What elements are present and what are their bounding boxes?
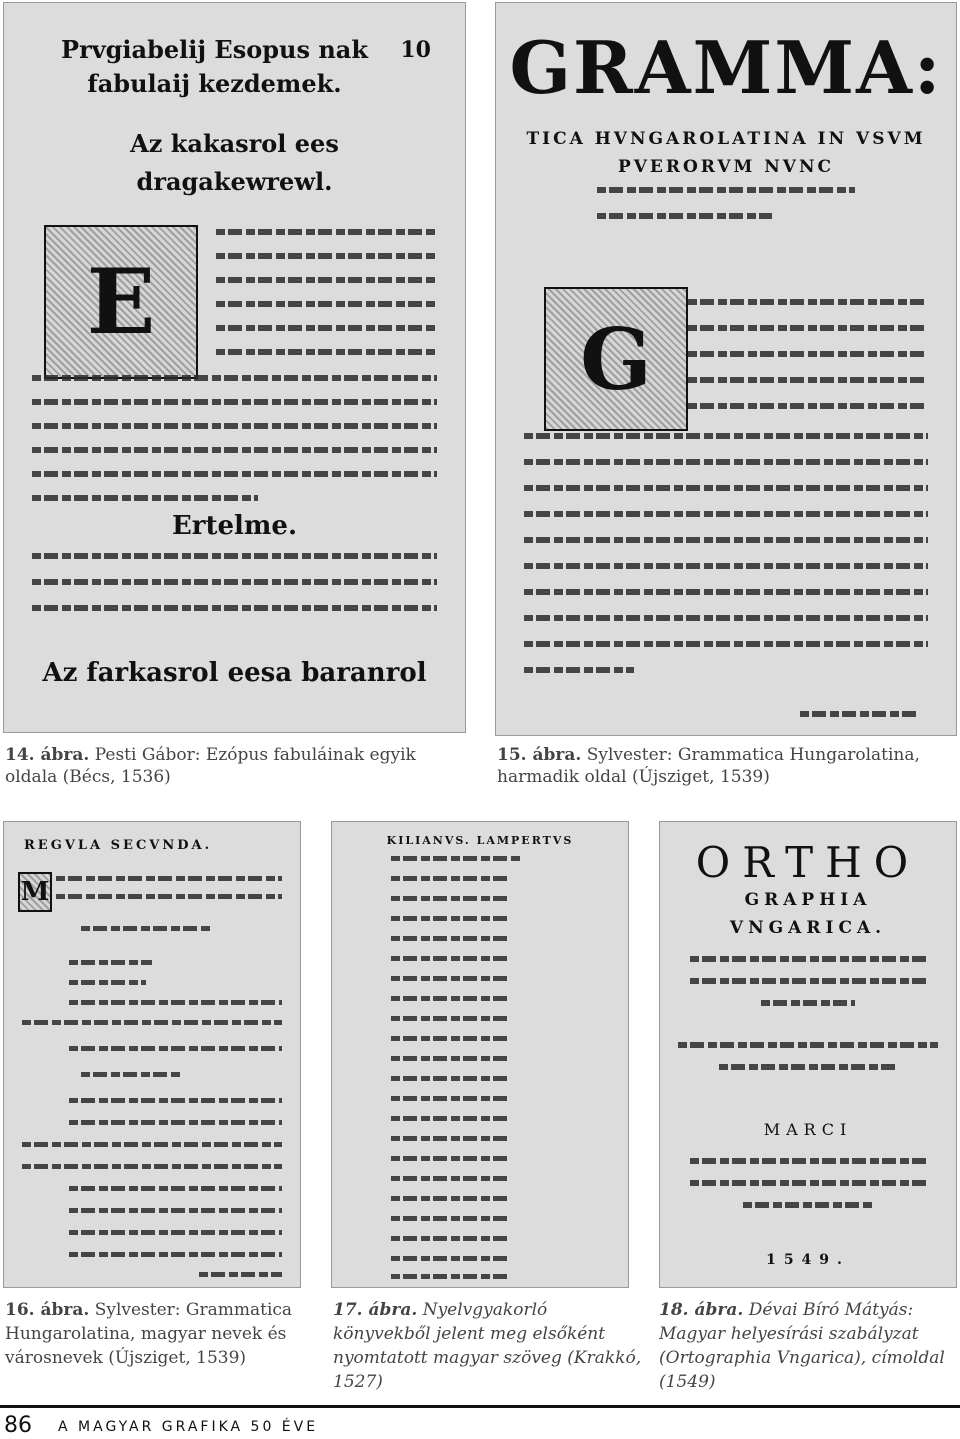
text-line <box>32 375 438 381</box>
text-line <box>69 1098 282 1103</box>
text-line <box>216 349 437 355</box>
page-number: 86 <box>4 1413 32 1438</box>
text-line <box>69 960 152 965</box>
text-line <box>56 876 282 881</box>
figure-16-initial-m: M <box>18 872 52 912</box>
text-line <box>32 553 438 559</box>
figure-14-image <box>3 2 466 733</box>
text-line <box>81 926 211 931</box>
text-line <box>524 667 634 673</box>
figure-15-image <box>495 2 957 736</box>
text-line <box>69 1186 282 1191</box>
figure-14-heading-farkas: Az farkasrol eesa baranrol <box>42 658 427 688</box>
text-line <box>524 459 929 465</box>
figure-15-initial-g: G <box>544 287 688 431</box>
text-line <box>391 856 521 861</box>
text-line <box>688 299 928 305</box>
text-line <box>524 589 929 595</box>
figure-14-caption <box>5 744 465 788</box>
text-line <box>32 579 438 585</box>
text-line <box>391 1036 509 1041</box>
figure-16-caption-text: Sylvester: Grammatica Hungarolatina, magyar nevek és városnevek (Újsziget, 1539) <box>5 1300 293 1368</box>
text-line <box>216 301 437 307</box>
figure-15-caption-number: 15. ábra. <box>497 745 582 765</box>
text-line <box>688 403 928 409</box>
figure-16-image <box>3 821 301 1288</box>
text-line <box>524 511 929 517</box>
figure-15-caption-text: Sylvester: Grammatica Hungarolatina, harmadik oldal (Újsziget, 1539) <box>497 745 920 787</box>
figure-14-heading-ertelme: Ertelme. <box>171 511 298 541</box>
text-line <box>391 1196 509 1201</box>
text-line <box>22 1142 283 1147</box>
figure-18-plate-subtitle: GRAPHIA VNGARICA. <box>729 890 887 938</box>
text-line <box>391 1136 509 1141</box>
text-line <box>719 1064 897 1070</box>
text-line <box>32 447 438 453</box>
text-line <box>69 1120 282 1125</box>
text-line <box>391 1016 509 1021</box>
figure-14-leaf-number: 10 <box>400 37 431 63</box>
text-line <box>761 1000 856 1006</box>
text-line <box>216 325 437 331</box>
text-line <box>22 1164 283 1169</box>
figure-18-image <box>659 821 957 1288</box>
text-line <box>391 916 509 921</box>
text-line <box>597 213 772 219</box>
figure-15-caption <box>497 744 957 788</box>
text-line <box>391 1156 509 1161</box>
figure-15-plate-subtitle: TICA HVNGAROLATINA IN VSVM PVERORVM NVNC <box>526 129 926 177</box>
text-line <box>69 980 146 985</box>
figure-18-heading-marci: MARCI <box>763 1120 853 1139</box>
figure-18-caption-number: 18. ábra. <box>659 1300 744 1320</box>
text-line <box>32 399 438 405</box>
figure-18-caption <box>659 1298 959 1394</box>
text-line <box>216 253 437 259</box>
text-line <box>597 187 855 193</box>
text-line <box>69 1046 282 1051</box>
text-line <box>688 377 928 383</box>
figure-16-caption-number: 16. ábra. <box>5 1300 90 1320</box>
text-line <box>678 1042 939 1048</box>
text-line <box>216 277 437 283</box>
figure-14-plate-subtitle: Az kakasrol ees dragakewrewl. <box>130 129 339 196</box>
figure-15-plate-title: GRAMMA: <box>509 25 943 110</box>
text-line <box>391 876 509 881</box>
figure-18-plate-title: ORTHO <box>695 838 921 887</box>
text-line <box>69 1252 282 1257</box>
text-line <box>69 1230 282 1235</box>
text-line <box>391 956 509 961</box>
text-line <box>524 485 929 491</box>
text-line <box>391 976 509 981</box>
text-line <box>32 423 438 429</box>
text-line <box>690 1180 927 1186</box>
text-line <box>391 1274 509 1279</box>
text-line <box>524 615 929 621</box>
text-line <box>391 936 509 941</box>
running-head: A MAGYAR GRAFIKA 50 ÉVE <box>58 1419 319 1435</box>
figure-16-plate-title: REGVLA SECVNDA. <box>24 838 213 853</box>
text-line <box>690 978 927 984</box>
text-line <box>69 1208 282 1213</box>
figure-17-caption-text: Nyelvgyakorló könyvekből jelent meg elsőként nyomtatott magyar szöveg (Krakkó, 1527) <box>333 1300 642 1392</box>
text-line <box>391 1096 509 1101</box>
text-line <box>32 605 438 611</box>
footer-rule <box>0 1405 960 1408</box>
text-line <box>391 1056 509 1061</box>
figure-17-caption-number: 17. ábra. <box>333 1300 418 1320</box>
text-line <box>56 894 282 899</box>
figure-14-initial-e: E <box>44 225 198 379</box>
text-line <box>690 956 927 962</box>
text-line <box>688 351 928 357</box>
text-line <box>524 537 929 543</box>
figure-14-caption-text: Pesti Gábor: Ezópus fabuláinak egyik oldala (Bécs, 1536) <box>5 745 416 787</box>
text-line <box>216 229 437 235</box>
text-line <box>688 325 928 331</box>
figure-14-caption-number: 14. ábra. <box>5 745 90 765</box>
text-line <box>524 641 929 647</box>
figure-17-image <box>331 821 629 1288</box>
text-line <box>391 1256 509 1261</box>
figure-18-caption-text: Dévai Bíró Mátyás: Magyar helyesírási szabályzat (Ortographia Vngarica), címoldal (1549) <box>659 1300 945 1392</box>
text-line <box>391 996 509 1001</box>
text-line <box>81 1072 182 1077</box>
text-line <box>743 1202 873 1208</box>
figure-14-plate-title: Prvgiabelij Esopus nak fabulaij kezdemek. <box>61 35 368 98</box>
text-line <box>391 896 509 901</box>
text-line <box>524 563 929 569</box>
figure-17-plate-title: KILIANVS. LAMPERTVS <box>386 834 574 847</box>
text-line <box>22 1020 283 1025</box>
text-line <box>391 1236 509 1241</box>
figure-16-caption <box>5 1298 305 1370</box>
text-line <box>69 1000 282 1005</box>
text-line <box>391 1116 509 1121</box>
text-line <box>800 711 920 717</box>
text-line <box>391 1176 509 1181</box>
text-line <box>524 433 929 439</box>
text-line <box>32 495 258 501</box>
figure-17-caption <box>333 1298 643 1394</box>
text-line <box>391 1076 509 1081</box>
text-line <box>199 1272 282 1277</box>
text-line <box>391 1216 509 1221</box>
text-line <box>32 471 438 477</box>
figure-18-year: 1549. <box>766 1252 850 1268</box>
text-line <box>690 1158 927 1164</box>
